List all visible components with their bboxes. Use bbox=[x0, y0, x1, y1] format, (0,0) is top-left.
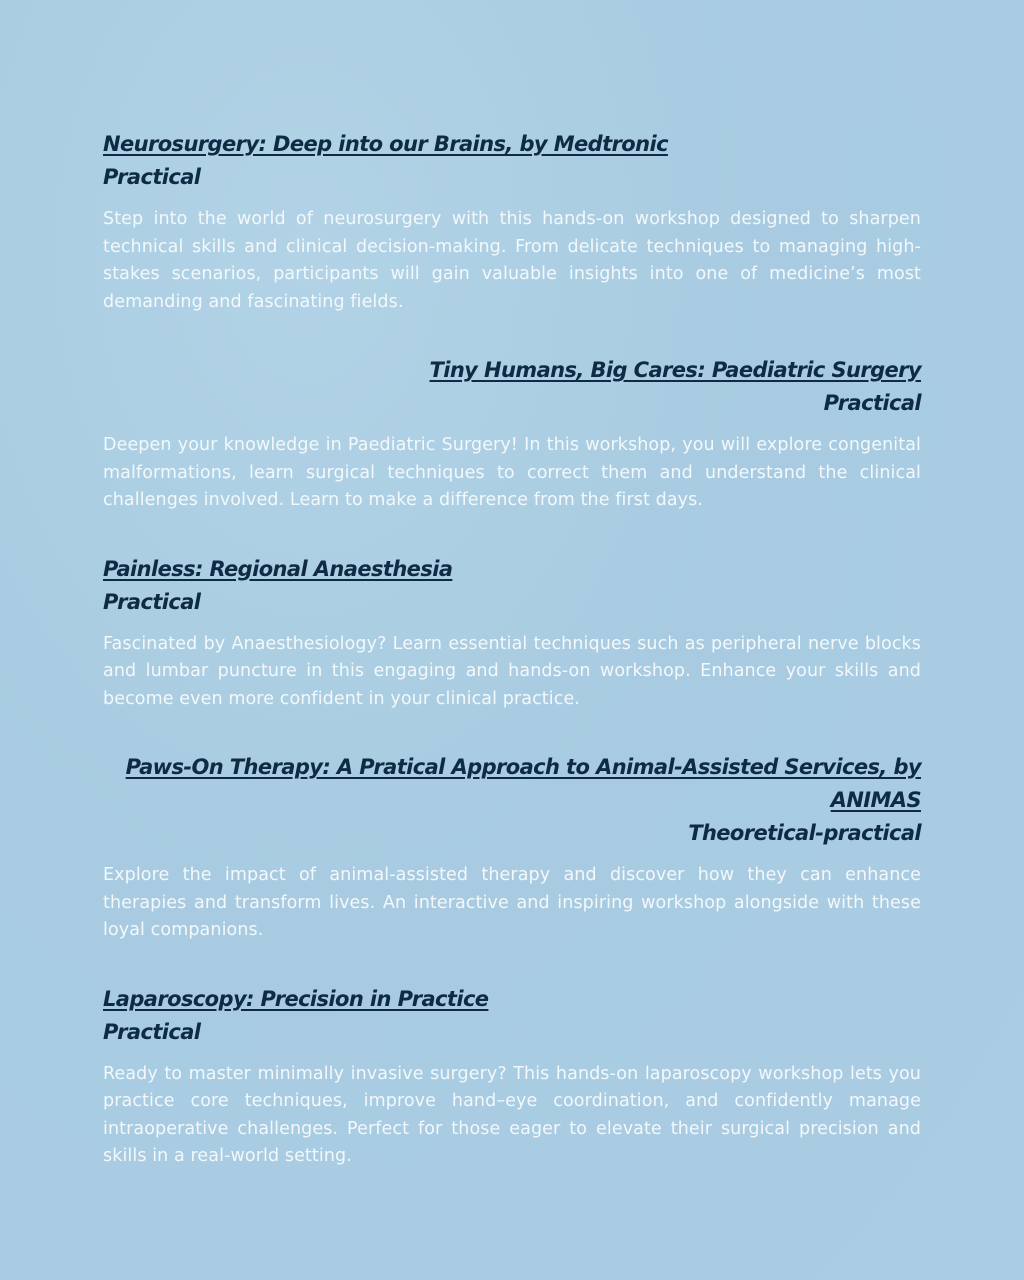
workshop-type: Theoretical-practical bbox=[688, 821, 921, 845]
workshop-title: Painless: Regional Anaesthesia bbox=[103, 556, 453, 581]
workshop-title: Laparoscopy: Precision in Practice bbox=[103, 986, 489, 1011]
workshop-type: Practical bbox=[103, 165, 201, 189]
workshop-title: Tiny Humans, Big Cares: Paediatric Surgery bbox=[429, 358, 921, 382]
workshop-paediatric-surgery bbox=[103, 354, 921, 515]
workshop-regional-anaesthesia bbox=[103, 553, 921, 714]
workshop-type: Practical bbox=[823, 391, 921, 415]
workshop-type: Practical bbox=[103, 1019, 201, 1044]
workshop-description: Deepen your knowledge in Paediatric Surgery! In this workshop, you will explore congenital malformations, learn surgical techniques to correct them and understand the clinical challenges involved. Learn to make a difference from the first days. bbox=[103, 435, 921, 510]
workshop-animal-assisted-therapy bbox=[103, 751, 921, 945]
workshop-neurosurgery bbox=[103, 128, 921, 316]
workshop-description: Fascinated by Anaesthesiology? Learn essential techniques such as peripheral nerve blocks and lumbar puncture in this engaging and hands-on workshop. Enhance your skills and become even more confident in your clinical practice. bbox=[103, 633, 921, 709]
workshop-list bbox=[103, 128, 921, 1171]
workshop-description: Explore the impact of animal-assisted therapy and discover how they can enhance therapies and transform lives. An interactive and inspiring workshop alongside with these loyal companions. bbox=[103, 865, 921, 940]
workshop-laparoscopy bbox=[103, 983, 921, 1171]
workshop-description: Step into the world of neurosurgery with this hands-on workshop designed to sharpen technical skills and clinical decision-making. From delicate techniques to managing high-stakes scenarios, participants will gain valuable insights into one of medicine’s most demanding and fascinating fields. bbox=[103, 209, 921, 312]
workshop-title: Paws-On Therapy: A Pratical Approach to Animal-Assisted Services, by ANIMAS bbox=[125, 755, 921, 812]
workshop-title: Neurosurgery: Deep into our Brains, by Medtronic bbox=[103, 132, 668, 156]
workshop-description: Ready to master minimally invasive surgery? This hands-on laparoscopy workshop lets you practice core techniques, improve hand–eye coordination, and confidently manage intraoperative challenges. Perfect for those eager to elevate their surgical precision and skills in a real-world setting. bbox=[103, 1063, 921, 1166]
workshop-type: Practical bbox=[103, 589, 201, 614]
